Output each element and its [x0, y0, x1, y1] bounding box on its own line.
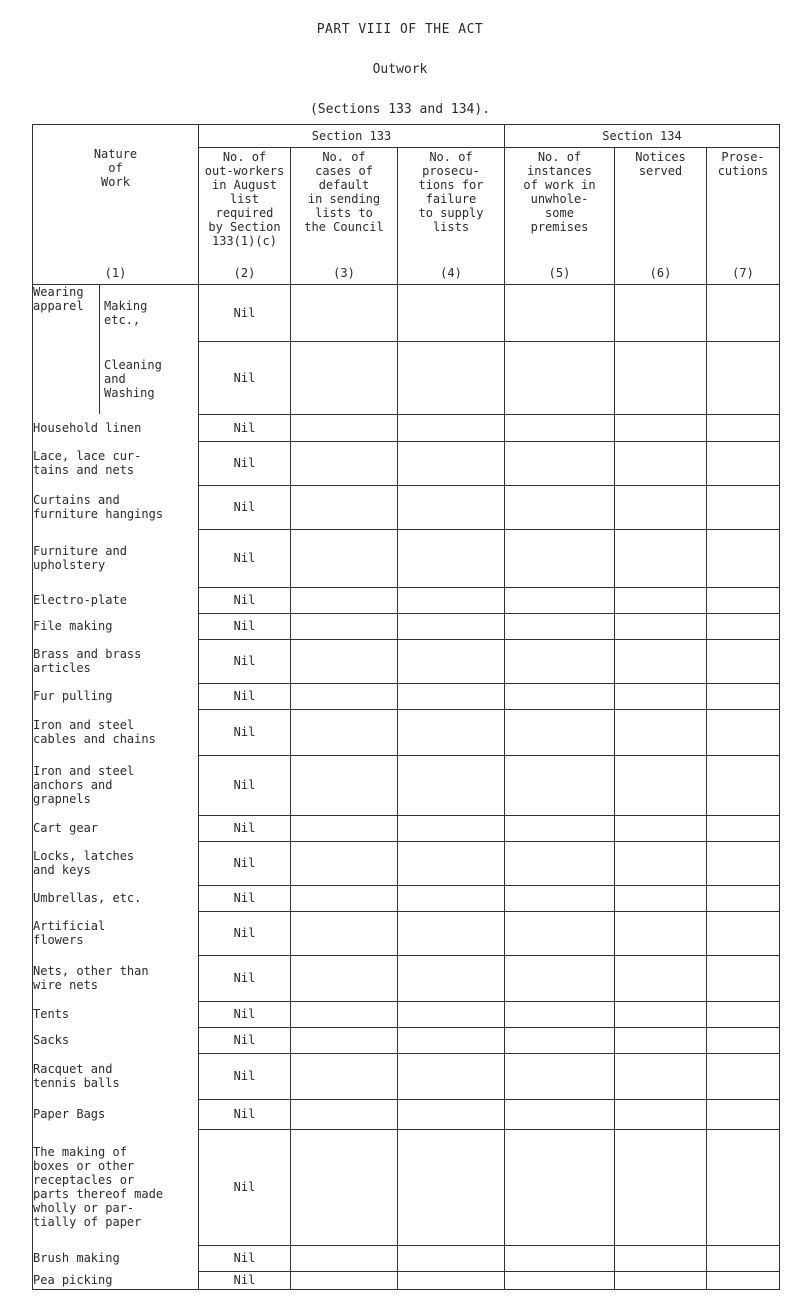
table-row: [33, 1053, 780, 1099]
empty-cell: [291, 441, 398, 485]
col-header-notices-served: Notices served (6): [615, 148, 707, 285]
empty-cell: [398, 1099, 505, 1129]
table-row: [33, 529, 780, 587]
table-row: [33, 1027, 780, 1053]
empty-cell: [398, 414, 505, 441]
wearing-apparel-label: Wearing apparel: [33, 285, 84, 313]
table-row: [33, 683, 780, 709]
outworkers-cell: Nil: [199, 815, 291, 841]
empty-cell: [615, 1245, 707, 1271]
empty-cell: [707, 885, 780, 911]
table-row: [33, 485, 780, 529]
empty-cell: [398, 911, 505, 955]
empty-cell: [707, 1129, 780, 1245]
empty-cell: [615, 683, 707, 709]
empty-cell: [398, 815, 505, 841]
empty-cell: [505, 1027, 615, 1053]
empty-cell: [505, 639, 615, 683]
outworkers-cell: Nil: [199, 911, 291, 955]
group-header-section-133: Section 133: [199, 125, 505, 148]
empty-cell: [291, 709, 398, 755]
making-label: Making etc.,: [104, 299, 148, 327]
empty-cell: [707, 485, 780, 529]
empty-cell: [707, 709, 780, 755]
empty-cell: [398, 885, 505, 911]
table-row: [33, 1245, 780, 1271]
table-row: [33, 441, 780, 485]
table-row: [33, 709, 780, 755]
empty-cell: [398, 1245, 505, 1271]
empty-cell: [707, 1099, 780, 1129]
table-row: [33, 755, 780, 815]
nature-of-work-label: Curtains and furniture hangings: [33, 493, 164, 521]
empty-cell: [398, 587, 505, 613]
nature-of-work-label: Brush making: [33, 1251, 120, 1265]
empty-cell: [398, 841, 505, 885]
empty-cell: [615, 414, 707, 441]
outworkers-cell: Nil: [199, 639, 291, 683]
col-header-nature: Nature of Work (1): [33, 125, 199, 285]
empty-cell: [615, 529, 707, 587]
table-row: [33, 1099, 780, 1129]
empty-cell: [291, 1271, 398, 1289]
outworkers-cell: Nil: [199, 755, 291, 815]
empty-cell: [398, 755, 505, 815]
empty-cell: [615, 755, 707, 815]
nature-of-work-label: Nets, other than wire nets: [33, 964, 149, 992]
col-header-prosecutions: Prose- cutions (7): [707, 148, 780, 285]
empty-cell: [615, 1129, 707, 1245]
empty-cell: [398, 613, 505, 639]
col-header-unwholesome-premises: No. of instances of work in unwhole- some premises (5): [505, 148, 615, 285]
cleaning-label: Cleaning and Washing: [104, 358, 162, 400]
outworkers-cell: Nil: [199, 414, 291, 441]
outworkers-cell: Nil: [199, 613, 291, 639]
empty-cell: [291, 1245, 398, 1271]
empty-cell: [707, 815, 780, 841]
empty-cell: [291, 815, 398, 841]
empty-cell: [505, 1099, 615, 1129]
nature-of-work-label: Locks, latches and keys: [33, 849, 135, 877]
nature-of-work-label: Racquet and tennis balls: [33, 1062, 120, 1090]
empty-cell: [291, 955, 398, 1001]
table-row: [33, 414, 780, 441]
empty-cell: [398, 529, 505, 587]
empty-cell: [398, 441, 505, 485]
empty-cell: [291, 587, 398, 613]
nature-of-work-label: File making: [33, 619, 113, 633]
table-row: [33, 841, 780, 885]
empty-cell: [615, 885, 707, 911]
empty-cell: [505, 841, 615, 885]
outworkers-cell: Nil: [199, 841, 291, 885]
empty-cell: [615, 815, 707, 841]
empty-cell: [398, 709, 505, 755]
empty-cell: [291, 911, 398, 955]
empty-cell: [398, 485, 505, 529]
nature-of-work-label: Lace, lace cur- tains and nets: [33, 449, 142, 477]
outworkers-cell: Nil: [199, 1245, 291, 1271]
empty-cell: [505, 485, 615, 529]
empty-cell: [615, 441, 707, 485]
empty-cell: [615, 613, 707, 639]
outworkers-cell: Nil: [199, 1099, 291, 1129]
empty-cell: [291, 1099, 398, 1129]
nature-of-work-label: Fur pulling: [33, 689, 113, 703]
outworkers-cell: Nil: [199, 485, 291, 529]
empty-cell: [291, 1027, 398, 1053]
nature-of-work-label: Household linen: [33, 420, 142, 435]
empty-cell: [505, 1053, 615, 1099]
empty-cell: [707, 414, 780, 441]
empty-cell: [398, 683, 505, 709]
table-row: [33, 587, 780, 613]
empty-cell: [398, 1053, 505, 1099]
col-header-outworkers: No. of out-workers in August list required by Section 133(1)(c) (2): [199, 148, 291, 285]
outworkers-cell: Nil: [199, 1129, 291, 1245]
empty-cell: [707, 955, 780, 1001]
nature-of-work-label: Brass and brass articles: [33, 647, 142, 675]
table-row: [33, 613, 780, 639]
sections-reference: (Sections 133 and 134).: [309, 102, 490, 117]
empty-cell: [615, 485, 707, 529]
empty-cell: [505, 955, 615, 1001]
nature-of-work-label: Cart gear: [33, 821, 99, 835]
table-row: [33, 911, 780, 955]
nature-of-work-label: Pea picking: [33, 1272, 113, 1287]
outworkers-cell: Nil: [199, 341, 291, 414]
empty-cell: [505, 815, 615, 841]
table-row: [33, 815, 780, 841]
outworkers-cell: Nil: [199, 1053, 291, 1099]
empty-cell: [505, 709, 615, 755]
empty-cell: [615, 1053, 707, 1099]
empty-cell: [707, 1245, 780, 1271]
empty-cell: [291, 755, 398, 815]
outworkers-cell: Nil: [199, 1001, 291, 1027]
empty-cell: [291, 485, 398, 529]
table-row: [33, 1271, 780, 1289]
empty-cell: [615, 955, 707, 1001]
wearing-apparel-cell: [33, 285, 199, 415]
empty-cell: [707, 755, 780, 815]
empty-cell: [291, 613, 398, 639]
empty-cell: [505, 1129, 615, 1245]
table-row: [33, 639, 780, 683]
page-title: PART VIII OF THE ACT: [316, 22, 484, 37]
empty-cell: [707, 841, 780, 885]
empty-cell: [505, 414, 615, 441]
table-row: [33, 285, 780, 342]
empty-cell: [615, 1271, 707, 1289]
empty-cell: [505, 683, 615, 709]
empty-cell: [398, 639, 505, 683]
empty-cell: [707, 613, 780, 639]
empty-cell: [505, 1271, 615, 1289]
group-header-section-134: Section 134: [505, 125, 780, 148]
empty-cell: [505, 1245, 615, 1271]
empty-cell: [707, 639, 780, 683]
outworkers-cell: Nil: [199, 1271, 291, 1289]
nature-of-work-label: Furniture and upholstery: [33, 544, 127, 572]
nature-of-work-label: Paper Bags: [33, 1107, 106, 1121]
empty-cell: [707, 1001, 780, 1027]
outworkers-cell: Nil: [199, 529, 291, 587]
empty-cell: [291, 1001, 398, 1027]
table-row: [33, 885, 780, 911]
outworkers-cell: Nil: [199, 709, 291, 755]
table-row: [33, 955, 780, 1001]
empty-cell: [505, 755, 615, 815]
empty-cell: [615, 911, 707, 955]
empty-cell: [291, 639, 398, 683]
empty-cell: [707, 1271, 780, 1289]
col-header-default-cases: No. of cases of default in sending lists to the Council (3): [291, 148, 398, 285]
empty-cell: [615, 1099, 707, 1129]
empty-cell: [615, 1001, 707, 1027]
empty-cell: [505, 587, 615, 613]
table-row: [33, 1001, 780, 1027]
outworkers-cell: Nil: [199, 683, 291, 709]
empty-cell: [291, 841, 398, 885]
empty-cell: [505, 885, 615, 911]
outworkers-cell: Nil: [199, 285, 291, 342]
empty-cell: [707, 911, 780, 955]
empty-cell: [398, 1129, 505, 1245]
empty-cell: [505, 441, 615, 485]
table-row: [33, 1129, 780, 1245]
nature-of-work-label: Iron and steel cables and chains: [33, 718, 156, 746]
empty-cell: [615, 1027, 707, 1053]
empty-cell: [291, 1053, 398, 1099]
empty-cell: [398, 955, 505, 1001]
empty-cell: [505, 529, 615, 587]
nature-of-work-label: Tents: [33, 1007, 70, 1021]
outworkers-cell: Nil: [199, 955, 291, 1001]
empty-cell: [707, 1027, 780, 1053]
nature-of-work-label: Artificial flowers: [33, 919, 106, 947]
empty-cell: [615, 587, 707, 613]
empty-cell: [505, 613, 615, 639]
empty-cell: [707, 441, 780, 485]
empty-cell: [505, 1001, 615, 1027]
nature-of-work-label: Electro-plate: [33, 593, 127, 607]
empty-cell: [505, 911, 615, 955]
outwork-table: [32, 124, 780, 1290]
outworkers-cell: Nil: [199, 587, 291, 613]
outworkers-cell: Nil: [199, 441, 291, 485]
empty-cell: [615, 709, 707, 755]
nature-of-work-label: The making of boxes or other receptacles or parts thereof made wholly or par- tially of paper: [33, 1145, 164, 1229]
nature-of-work-label: Umbrellas, etc.: [33, 891, 142, 905]
page-subtitle: Outwork: [372, 62, 428, 77]
nature-of-work-label: Sacks: [33, 1033, 70, 1047]
empty-cell: [291, 529, 398, 587]
empty-cell: [398, 1001, 505, 1027]
empty-cell: [291, 1129, 398, 1245]
outworkers-cell: Nil: [199, 1027, 291, 1053]
empty-cell: [291, 885, 398, 911]
empty-cell: [615, 841, 707, 885]
empty-cell: [398, 1027, 505, 1053]
empty-cell: [707, 683, 780, 709]
empty-cell: [615, 639, 707, 683]
outworkers-cell: Nil: [199, 885, 291, 911]
nature-of-work-label: Iron and steel anchors and grapnels: [33, 764, 135, 806]
empty-cell: [398, 1271, 505, 1289]
empty-cell: [707, 587, 780, 613]
empty-cell: [707, 529, 780, 587]
col-header-prosecutions-lists: No. of prosecu- tions for failure to supply lists (4): [398, 148, 505, 285]
empty-cell: [291, 414, 398, 441]
empty-cell: [707, 1053, 780, 1099]
empty-cell: [291, 683, 398, 709]
